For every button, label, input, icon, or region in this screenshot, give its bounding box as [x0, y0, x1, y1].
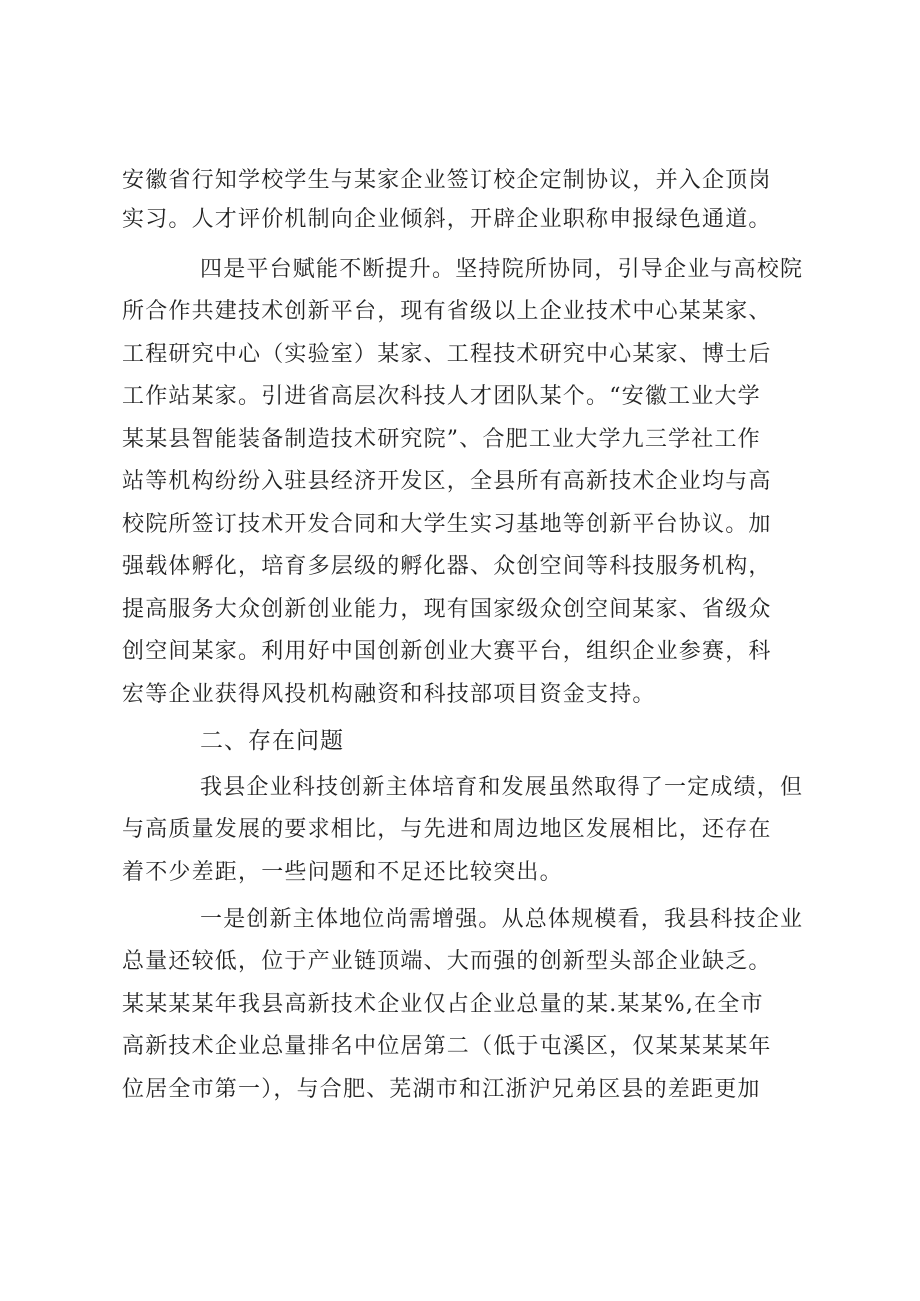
paragraph-line: 高新技术企业总量排名中位居第二（低于屯溪区，仅某某某某年 — [122, 1034, 772, 1059]
paragraph-line: 着不少差距，一些问题和不足还比较突出。 — [122, 860, 563, 885]
paragraph-line: 总量还较低，位于产业链顶端、大而强的创新型头部企业缺乏。 — [122, 949, 772, 974]
paragraph-line: 所合作共建技术创新平台，现有省级以上企业技术中心某某家、 — [122, 299, 772, 324]
section-heading: 二、存在问题 — [200, 728, 344, 754]
paragraph-line: 四是平台赋能不断提升。坚持院所协同，引导企业与高校院 — [200, 257, 804, 282]
paragraph-line: 某某某某年我县高新技术企业仅占企业总量的某.某某%,在全市 — [122, 992, 764, 1017]
paragraph-line: 宏等企业获得风投机构融资和科技部项目资金支持。 — [122, 682, 656, 707]
paragraph-line: 站等机构纷纷入驻县经济开发区，全县所有高新技术企业均与高 — [122, 469, 772, 494]
paragraph-line: 工程研究中心（实验室）某家、工程技术研究中心某家、博士后 — [122, 342, 772, 367]
paragraph-line: 位居全市第一），与合肥、芜湖市和江浙沪兄弟区县的差距更加 — [122, 1077, 761, 1102]
paragraph-line: 安徽省行知学校学生与某家企业签订校企定制协议，并入企顶岗 — [122, 168, 772, 193]
paragraph-line: 与高质量发展的要求相比，与先进和周边地区发展相比，还存在 — [122, 817, 772, 842]
paragraph-line: 强载体孵化，培育多层级的孵化器、众创空间等科技服务机构， — [122, 554, 772, 579]
paragraph-line: 提高服务大众创新创业能力，现有国家级众创空间某家、省级众 — [122, 597, 772, 622]
paragraph-line: 工作站某家。引进省高层次科技人才团队某个。“安徽工业大学 — [122, 384, 761, 409]
paragraph-line: 一是创新主体地位尚需增强。从总体规模看，我县科技企业 — [200, 907, 804, 932]
paragraph-line: 创空间某家。利用好中国创新创业大赛平台，组织企业参赛，科 — [122, 639, 772, 664]
paragraph-line: 某某县智能装备制造技术研究院”、合肥工业大学九三学社工作 — [122, 427, 761, 452]
paragraph-line: 校院所签订技术开发合同和大学生实习基地等创新平台协议。加 — [122, 512, 772, 537]
paragraph-line: 实习。人才评价机制向企业倾斜，开辟企业职称申报绿色通道。 — [122, 207, 772, 232]
paragraph-line: 我县企业科技创新主体培育和发展虽然取得了一定成绩，但 — [200, 775, 804, 800]
